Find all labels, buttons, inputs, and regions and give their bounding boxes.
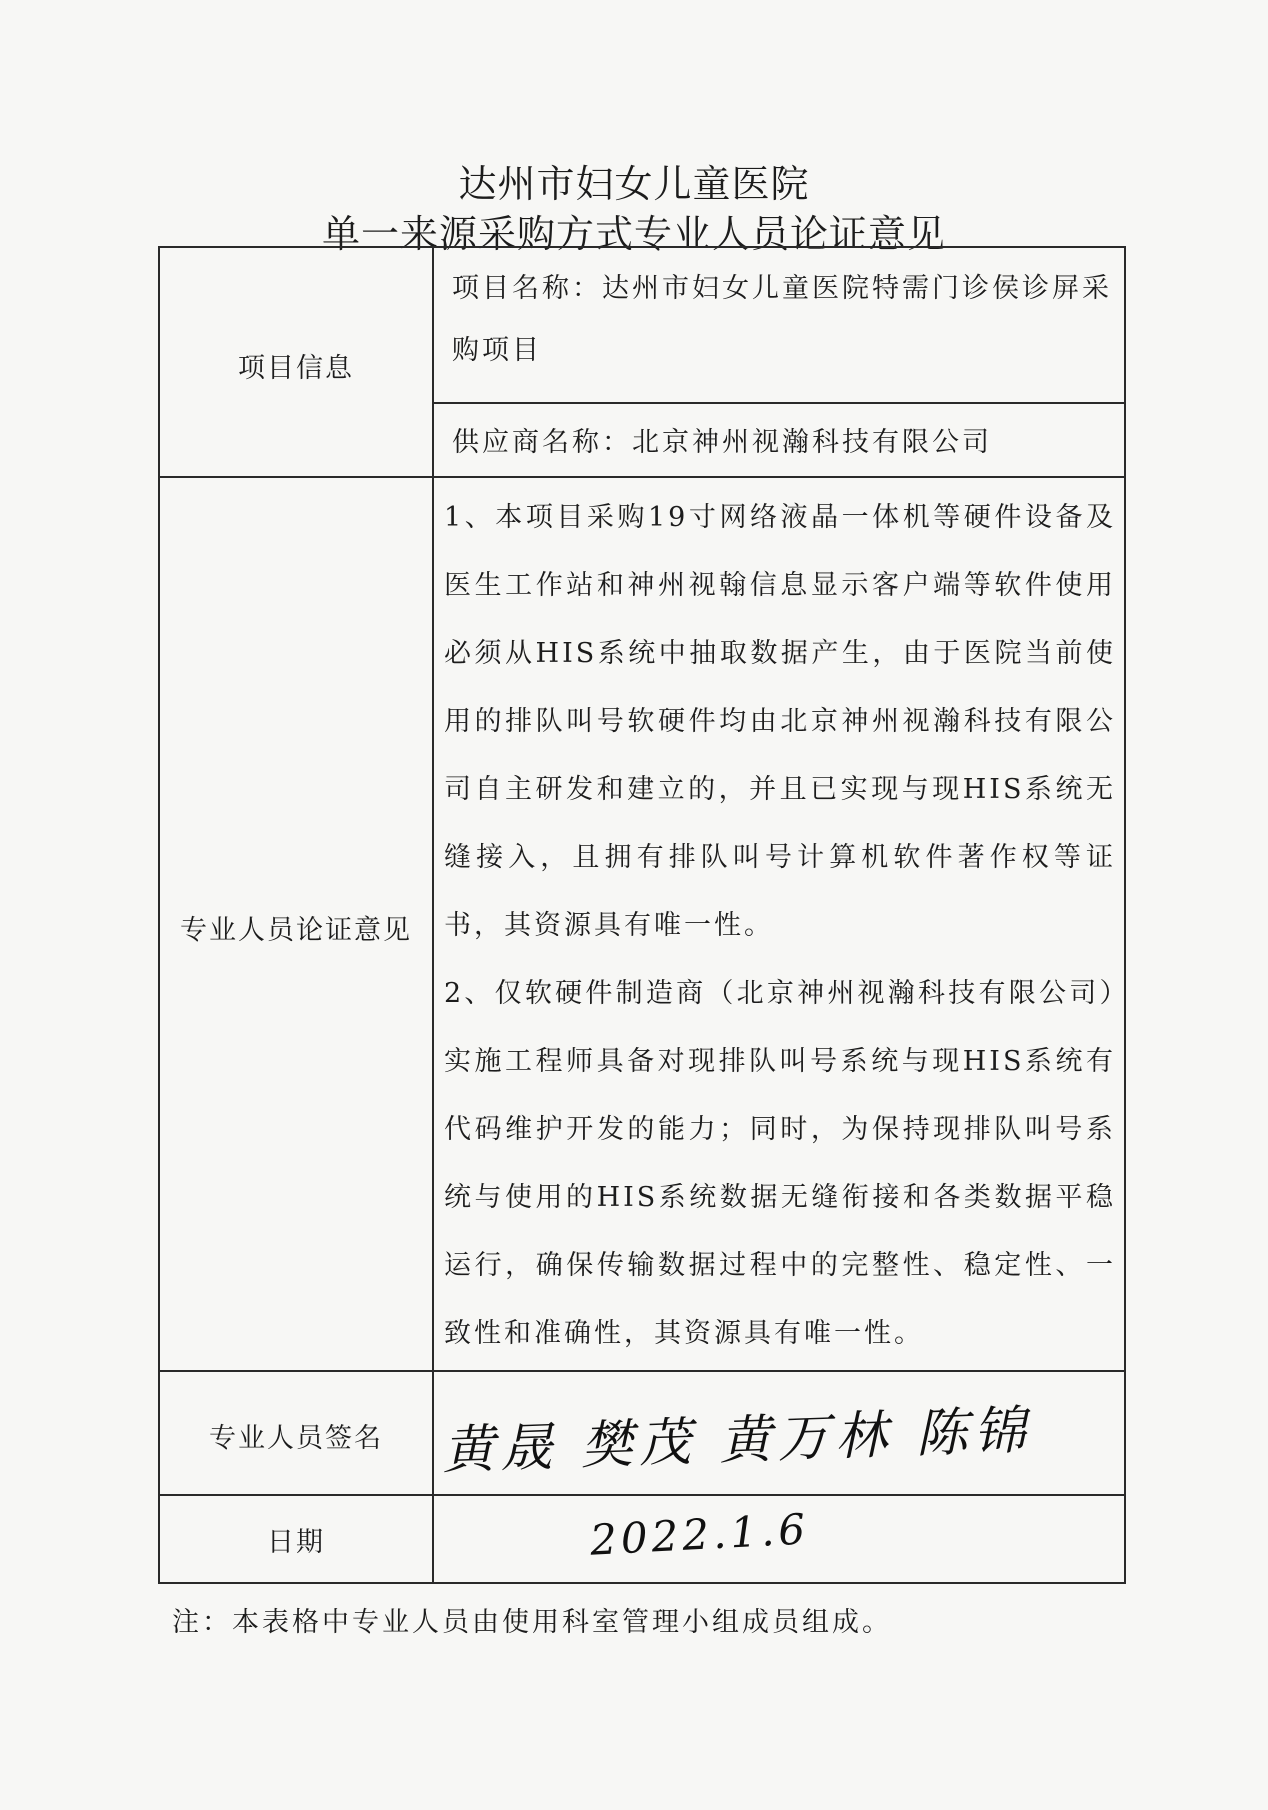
column-divider [432,248,434,1582]
opinion-text [444,484,1116,1368]
handwritten-date: 2022.1.6 [588,1504,811,1565]
signature-label: 专业人员签名 [209,1423,383,1454]
row-divider-project-info [160,476,1124,478]
document-title-line2: 单一来源采购方式专业人员论证意见 [321,212,946,256]
opinion-paragraph-2: 2、仅软硬件制造商（北京神州视瀚科技有限公司）实施工程师具备对现排队叫号系统与现HIS系统有代码维护开发的能力；同时，为保持现排队叫号系统与使用的HIS系统数据无缝衔接和各类数据平稳运行，确保传输数据过程中的完整性、稳定性、一致性和准确性，其资源具有唯一性。 [444,978,1116,1349]
row-divider-project-name [432,402,1124,404]
argument-form-table [158,246,1126,1584]
footnote: 注：本表格中专业人员由使用科室管理小组成员组成。 [172,1607,892,1638]
opinion-label: 专业人员论证意见 [180,915,412,946]
document-title-line1: 达州市妇女儿童医院 [458,162,810,206]
row-divider-signature [160,1494,1124,1496]
project-info-label: 项目信息 [238,353,354,384]
opinion-paragraph-1: 1、本项目采购19寸网络液晶一体机等硬件设备及医生工作站和神州视翰信息显示客户端等软件使用必须从HIS系统中抽取数据产生，由于医院当前使用的排队叫号软硬件均由北京神州视瀚科技有限公司自主研发和建立的，并且已实现与现HIS系统无缝接入，且拥有排队叫号计算机软件著作权等证书，其资源具有唯一性。 [444,502,1116,941]
date-label: 日期 [267,1527,325,1558]
row-divider-opinion [160,1370,1124,1372]
supplier-value: 供应商名称：北京神州视瀚科技有限公司 [452,427,992,458]
handwritten-signatures: 黄晟 樊茂 黄万林 陈锦 [441,1400,1033,1482]
project-name-value: 项目名称：达州市妇女儿童医院特需门诊侯诊屏采购项目 [452,273,1112,366]
